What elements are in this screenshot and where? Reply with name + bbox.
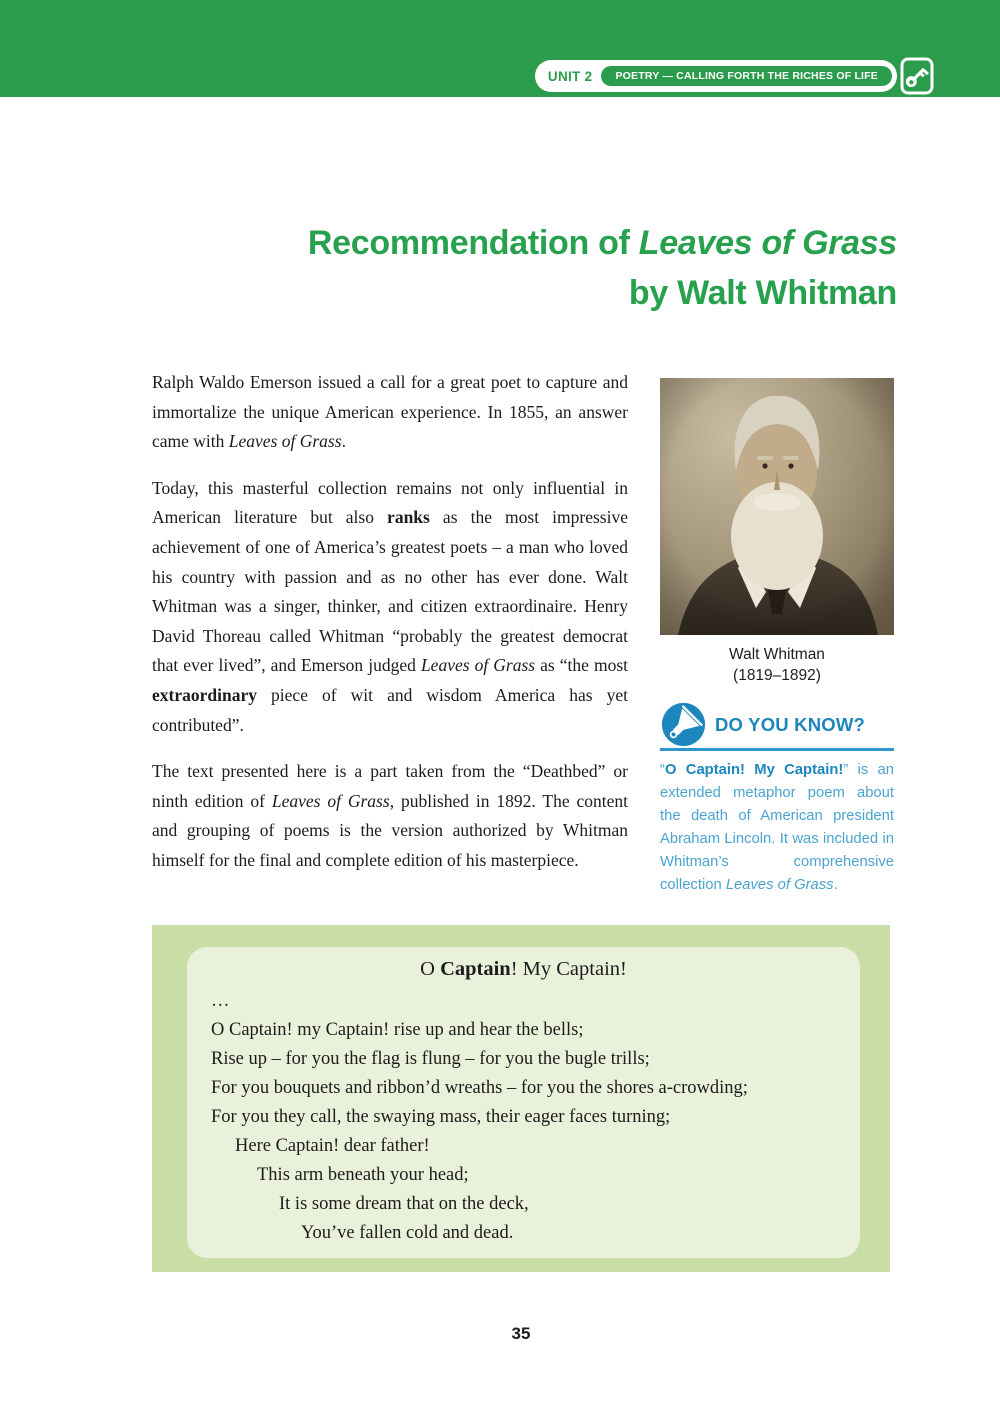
paragraph: Ralph Waldo Emerson issued a call for a great poet to capture and immortalize the unique American experience. In 1855, an answer came with Leaves of Grass. — [152, 372, 628, 452]
paragraph: Today, this masterful collection remains not only influential in American literature but also ranks as the most impressive achievement of one of America’s greatest poets – a man who loved his country with passion and as no other has ever done. Walt Whitman was a singer, thinker, and citizen extraordinaire. Henry David Thoreau called Whitman “probably the greatest democrat that ever lived”, and Emerson judged Leaves of Grass as “the most extraordinary piece of wit and wisdom America has yet contributed”. — [152, 477, 629, 735]
photo-caption — [660, 644, 894, 686]
poem-line: O Captain! my Captain! rise up and hear the bells; — [211, 1020, 584, 1040]
poem-box — [152, 925, 890, 1272]
poem-line: For you bouquets and ribbon’d wreaths – for you the shores a-crowding; — [211, 1078, 748, 1098]
megaphone-icon — [660, 701, 707, 748]
article — [152, 368, 628, 893]
walt-whitman-photo — [660, 378, 894, 635]
do-you-know-header — [660, 701, 894, 748]
poem-card — [187, 947, 860, 1258]
caption-name: Walt Whitman — [729, 646, 825, 663]
page-title-line-2: by Walt Whitman — [628, 274, 897, 312]
poem-line: … — [211, 991, 230, 1011]
poem-line: Rise up – for you the flag is flung – for you the bugle trills; — [211, 1049, 650, 1069]
poem-lines — [211, 987, 836, 1248]
poem-line: You’ve fallen cold and dead. — [301, 1223, 514, 1243]
key-icon — [900, 57, 934, 95]
caption-years: (1819–1892) — [733, 667, 821, 684]
unit-subject-pill: POETRY — CALLING FORTH THE RICHES OF LIFE — [601, 66, 892, 86]
page-title-line-1: Recommendation of Leaves of Grass — [307, 224, 897, 262]
page-title — [308, 218, 897, 318]
poem-title: O Captain! My Captain! — [420, 958, 627, 980]
poem-line: This arm beneath your head; — [257, 1165, 469, 1185]
do-you-know-text: “O Captain! My Captain!” is an extended metaphor poem about the death of American president Abraham Lincoln. It was included in Whitman’s comprehensive collection Leaves of Grass. — [660, 762, 895, 893]
divider — [660, 748, 894, 751]
unit-badge — [535, 60, 897, 92]
sidebar — [660, 378, 894, 897]
do-you-know-label: DO YOU KNOW? — [715, 713, 866, 735]
poem-line: Here Captain! dear father! — [235, 1136, 430, 1156]
poem-line: It is some dream that on the deck, — [279, 1194, 529, 1214]
header-band — [0, 0, 1000, 97]
poem-line: For you they call, the swaying mass, their eager faces turning; — [211, 1107, 671, 1127]
page-number: 35 — [511, 1324, 531, 1343]
paragraph: The text presented here is a part taken from the “Deathbed” or ninth edition of Leaves of Grass, published in 1892. The content and grouping of poems is the version authorized by Whitman himself for the final and complete edition of his masterpiece. — [152, 761, 628, 870]
unit-label: UNIT 2 — [547, 68, 593, 84]
